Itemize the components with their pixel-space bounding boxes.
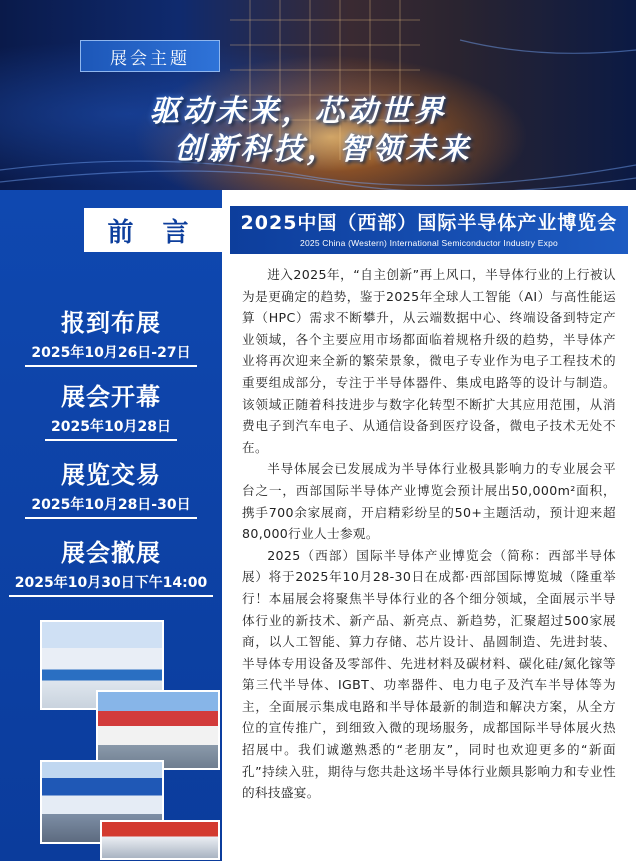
- exhibition-photo: [96, 690, 220, 770]
- schedule-title: 展会撤展: [61, 539, 161, 567]
- schedule-date: 2025年10月30日下午14:00: [9, 574, 214, 597]
- schedule-title: 报到布展: [61, 309, 161, 337]
- schedule-title: 展览交易: [61, 461, 161, 489]
- theme-banner: [0, 0, 636, 190]
- expo-title-banner: [230, 206, 628, 254]
- schedule-title: 展会开幕: [61, 383, 161, 411]
- preface-column: [222, 190, 636, 861]
- schedule-date: 2025年10月26日-27日: [25, 344, 196, 367]
- preface-body: [242, 264, 616, 804]
- preface-paragraph: 半导体展会已发展成为半导体行业极具影响力的专业展会平台之一，西部国际半导体产业博览会预计展出50,000m²面积，携手700余家展商，开启精彩纷呈的50+主题活动，预计迎来超80,000行业人士参观。: [242, 461, 616, 542]
- schedule-item-opening: [0, 382, 222, 441]
- schedule-item-teardown: [0, 538, 222, 597]
- exhibition-photo: [100, 820, 220, 860]
- slogan-line-1: 驱动未来，芯动世界: [149, 94, 447, 129]
- schedule-date: 2025年10月28日-30日: [25, 496, 196, 519]
- preface-paragraph: 进入2025年，“自主创新”再上风口，半导体行业的上行被认为是更确定的趋势，鉴于2025年全球人工智能（AI）与高性能运算（HPC）需求不断攀升，从云端数据中心、终端设备到特定产业领域，各个主要应用市场都面临着规格升级的趋势，半导体产业将再次迎来全新的繁荣景象，微电子专业作为电子工程技术的重要组成部分，专注于半导体器件、集成电路等的设计与制造。该领域正随着科技进步与数字化转型不断扩大其应用范围，从消费电子到汽车电子、从通信设备到医疗设备，微电子技术无处不在。: [242, 267, 616, 455]
- preface-paragraph: 2025（西部）国际半导体产业博览会（简称：西部半导体展）将于2025年10月28-30日在成都·西部国际博览城（隆重举行！本届展会将聚焦半导体行业的各个细分领域，全面展示半导体行业的新技术、新产品、新亮点、新趋势，汇聚超过500家展商，以人工智能、算力存储、芯片设计、晶圆制造、先进封装、半导体专用设备及零部件、先进材料及碳材料、碳化硅/氮化镓等第三代半导体、IGBT、功率器件、电力电子及汽车半导体等为主，全面展示集成电路和半导体最新的制造和解决方案，从全方位的宣传推广，到细致入微的现场服务，成都国际半导体展火热招展中。我们诚邀熟悉的“老朋友”，同时也欢迎更多的“新面孔”持续入驻，期待与您共赴这场半导体行业颇具影响力和专业性的科技盛宴。: [242, 547, 616, 801]
- slogan-line-2: 创新科技，智领未来: [174, 132, 472, 167]
- expo-title-cn: 2025中国（西部）国际半导体产业博览会: [240, 212, 618, 234]
- exhibition-photos: [0, 600, 222, 860]
- schedule-item-setup: [0, 308, 222, 367]
- schedule-item-trading: [0, 460, 222, 519]
- preface-label: 前 言: [84, 208, 222, 252]
- expo-title-en: 2025 China (Western) International Semiconductor Industry Expo: [300, 238, 558, 248]
- schedule-date: 2025年10月28日: [45, 418, 177, 441]
- schedule-column: [0, 190, 222, 861]
- theme-label: 展会主题: [80, 40, 220, 72]
